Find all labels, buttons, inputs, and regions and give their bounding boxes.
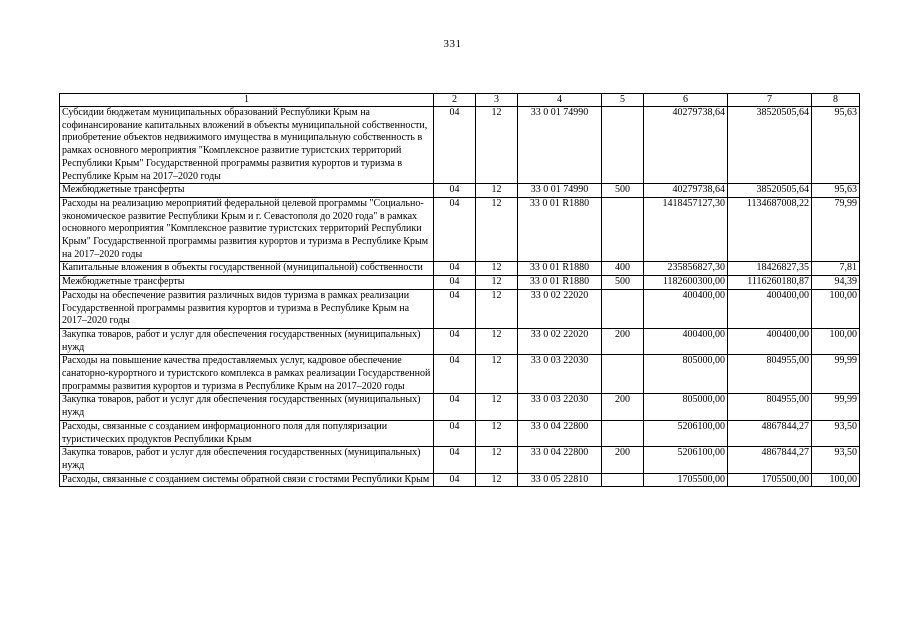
execution-percent: 95,63 xyxy=(812,107,860,184)
target-article-code: 33 0 03 22030 xyxy=(518,355,602,394)
planned-amount: 40279738,64 xyxy=(644,184,728,198)
target-article-code: 33 0 03 22030 xyxy=(518,394,602,420)
section-code: 04 xyxy=(434,473,476,487)
executed-amount: 804955,00 xyxy=(728,355,812,394)
subsection-code: 12 xyxy=(476,276,518,290)
column-header: 6 xyxy=(644,94,728,107)
executed-amount: 804955,00 xyxy=(728,394,812,420)
target-article-code: 33 0 02 22020 xyxy=(518,328,602,354)
table-row xyxy=(60,420,860,446)
column-header: 7 xyxy=(728,94,812,107)
table-row xyxy=(60,197,860,262)
planned-amount: 40279738,64 xyxy=(644,107,728,184)
column-header: 3 xyxy=(476,94,518,107)
target-article-code: 33 0 05 22810 xyxy=(518,473,602,487)
section-code: 04 xyxy=(434,420,476,446)
target-article-code: 33 0 04 22800 xyxy=(518,420,602,446)
planned-amount: 805000,00 xyxy=(644,355,728,394)
section-code: 04 xyxy=(434,276,476,290)
executed-amount: 4867844,27 xyxy=(728,447,812,473)
planned-amount: 235856827,30 xyxy=(644,262,728,276)
planned-amount: 400400,00 xyxy=(644,289,728,328)
executed-amount: 1705500,00 xyxy=(728,473,812,487)
section-code: 04 xyxy=(434,394,476,420)
expense-type-code xyxy=(602,289,644,328)
section-code: 04 xyxy=(434,355,476,394)
execution-percent: 100,00 xyxy=(812,289,860,328)
subsection-code: 12 xyxy=(476,355,518,394)
expense-name: Расходы на обеспечение развития различных видов туризма в рамках реализации Государственной программы развития курортов и туризма в Республике Крым на 2017–2020 годы xyxy=(60,289,434,328)
execution-percent: 94,39 xyxy=(812,276,860,290)
expense-name: Субсидии бюджетам муниципальных образований Республики Крым на софинансирование капитальных вложений в объекты муниципальной собственности, приобретение объектов недвижимого имущества в муниципальную собственность в рамках основного мероприятия "Комплексное развитие туристских территорий Республики Крым" Государственной программы развития курортов и туризма в Республике Крым на 2017–2020 годы xyxy=(60,107,434,184)
table-row xyxy=(60,107,860,184)
section-code: 04 xyxy=(434,262,476,276)
execution-percent: 95,63 xyxy=(812,184,860,198)
planned-amount: 1705500,00 xyxy=(644,473,728,487)
column-header: 4 xyxy=(518,94,602,107)
executed-amount: 400400,00 xyxy=(728,328,812,354)
expense-type-code: 500 xyxy=(602,276,644,290)
execution-percent: 99,99 xyxy=(812,394,860,420)
execution-percent: 93,50 xyxy=(812,420,860,446)
expense-name: Закупка товаров, работ и услуг для обеспечения государственных (муниципальных) нужд xyxy=(60,394,434,420)
executed-amount: 4867844,27 xyxy=(728,420,812,446)
expense-name: Расходы на повышение качества предоставляемых услуг, кадровое обеспечение санаторно-курортного и туристского комплекса в рамках реализации Государственной программы развития курортов и туризма в Республике Крым на 2017–2020 годы xyxy=(60,355,434,394)
executed-amount: 38520505,64 xyxy=(728,184,812,198)
target-article-code: 33 0 01 74990 xyxy=(518,184,602,198)
planned-amount: 805000,00 xyxy=(644,394,728,420)
page-number: 331 xyxy=(443,38,462,50)
subsection-code: 12 xyxy=(476,107,518,184)
execution-percent: 93,50 xyxy=(812,447,860,473)
expense-name: Закупка товаров, работ и услуг для обеспечения государственных (муниципальных) нужд xyxy=(60,447,434,473)
table-header-row xyxy=(60,94,860,107)
table-row xyxy=(60,184,860,198)
budget-table xyxy=(59,93,860,487)
column-header: 8 xyxy=(812,94,860,107)
expense-type-code: 200 xyxy=(602,328,644,354)
table-row xyxy=(60,473,860,487)
expense-type-code xyxy=(602,197,644,262)
target-article-code: 33 0 02 22020 xyxy=(518,289,602,328)
expense-name: Межбюджетные трансферты xyxy=(60,276,434,290)
column-header: 1 xyxy=(60,94,434,107)
expense-type-code: 500 xyxy=(602,184,644,198)
subsection-code: 12 xyxy=(476,328,518,354)
expense-type-code: 400 xyxy=(602,262,644,276)
expense-name: Межбюджетные трансферты xyxy=(60,184,434,198)
subsection-code: 12 xyxy=(476,473,518,487)
table-row xyxy=(60,276,860,290)
column-header: 2 xyxy=(434,94,476,107)
execution-percent: 100,00 xyxy=(812,328,860,354)
executed-amount: 1134687008,22 xyxy=(728,197,812,262)
expense-type-code xyxy=(602,355,644,394)
expense-name: Расходы, связанные с созданием системы обратной связи с гостями Республики Крым xyxy=(60,473,434,487)
planned-amount: 5206100,00 xyxy=(644,447,728,473)
section-code: 04 xyxy=(434,197,476,262)
planned-amount: 1182600300,00 xyxy=(644,276,728,290)
expense-type-code: 200 xyxy=(602,394,644,420)
subsection-code: 12 xyxy=(476,420,518,446)
table-row xyxy=(60,262,860,276)
table-row xyxy=(60,289,860,328)
expense-name: Расходы на реализацию мероприятий федеральной целевой программы "Социально-экономическое развитие Республики Крым и г. Севастополя до 2020 года" в рамках основного мероприятия "Комплексное развитие туристских территорий Республики Крым" Государственной программы развития курортов и туризма в Республике Крым на 2017–2020 годы xyxy=(60,197,434,262)
section-code: 04 xyxy=(434,328,476,354)
expense-type-code: 200 xyxy=(602,447,644,473)
expense-type-code xyxy=(602,107,644,184)
target-article-code: 33 0 01 R1880 xyxy=(518,276,602,290)
subsection-code: 12 xyxy=(476,394,518,420)
table-row xyxy=(60,328,860,354)
executed-amount: 38520505,64 xyxy=(728,107,812,184)
target-article-code: 33 0 01 74990 xyxy=(518,107,602,184)
expense-name: Капитальные вложения в объекты государственной (муниципальной) собственности xyxy=(60,262,434,276)
expense-name: Закупка товаров, работ и услуг для обеспечения государственных (муниципальных) нужд xyxy=(60,328,434,354)
table-row xyxy=(60,394,860,420)
table-row xyxy=(60,355,860,394)
planned-amount: 400400,00 xyxy=(644,328,728,354)
target-article-code: 33 0 04 22800 xyxy=(518,447,602,473)
executed-amount: 1116260180,87 xyxy=(728,276,812,290)
section-code: 04 xyxy=(434,289,476,328)
target-article-code: 33 0 01 R1880 xyxy=(518,262,602,276)
section-code: 04 xyxy=(434,184,476,198)
subsection-code: 12 xyxy=(476,197,518,262)
planned-amount: 1418457127,30 xyxy=(644,197,728,262)
execution-percent: 100,00 xyxy=(812,473,860,487)
column-header: 5 xyxy=(602,94,644,107)
expense-name: Расходы, связанные с созданием информационного поля для популяризации туристических продуктов Республики Крым xyxy=(60,420,434,446)
expense-type-code xyxy=(602,473,644,487)
planned-amount: 5206100,00 xyxy=(644,420,728,446)
subsection-code: 12 xyxy=(476,289,518,328)
section-code: 04 xyxy=(434,107,476,184)
subsection-code: 12 xyxy=(476,184,518,198)
executed-amount: 18426827,35 xyxy=(728,262,812,276)
expense-type-code xyxy=(602,420,644,446)
target-article-code: 33 0 01 R1880 xyxy=(518,197,602,262)
executed-amount: 400400,00 xyxy=(728,289,812,328)
table-row xyxy=(60,447,860,473)
subsection-code: 12 xyxy=(476,447,518,473)
section-code: 04 xyxy=(434,447,476,473)
execution-percent: 79,99 xyxy=(812,197,860,262)
execution-percent: 7,81 xyxy=(812,262,860,276)
subsection-code: 12 xyxy=(476,262,518,276)
execution-percent: 99,99 xyxy=(812,355,860,394)
